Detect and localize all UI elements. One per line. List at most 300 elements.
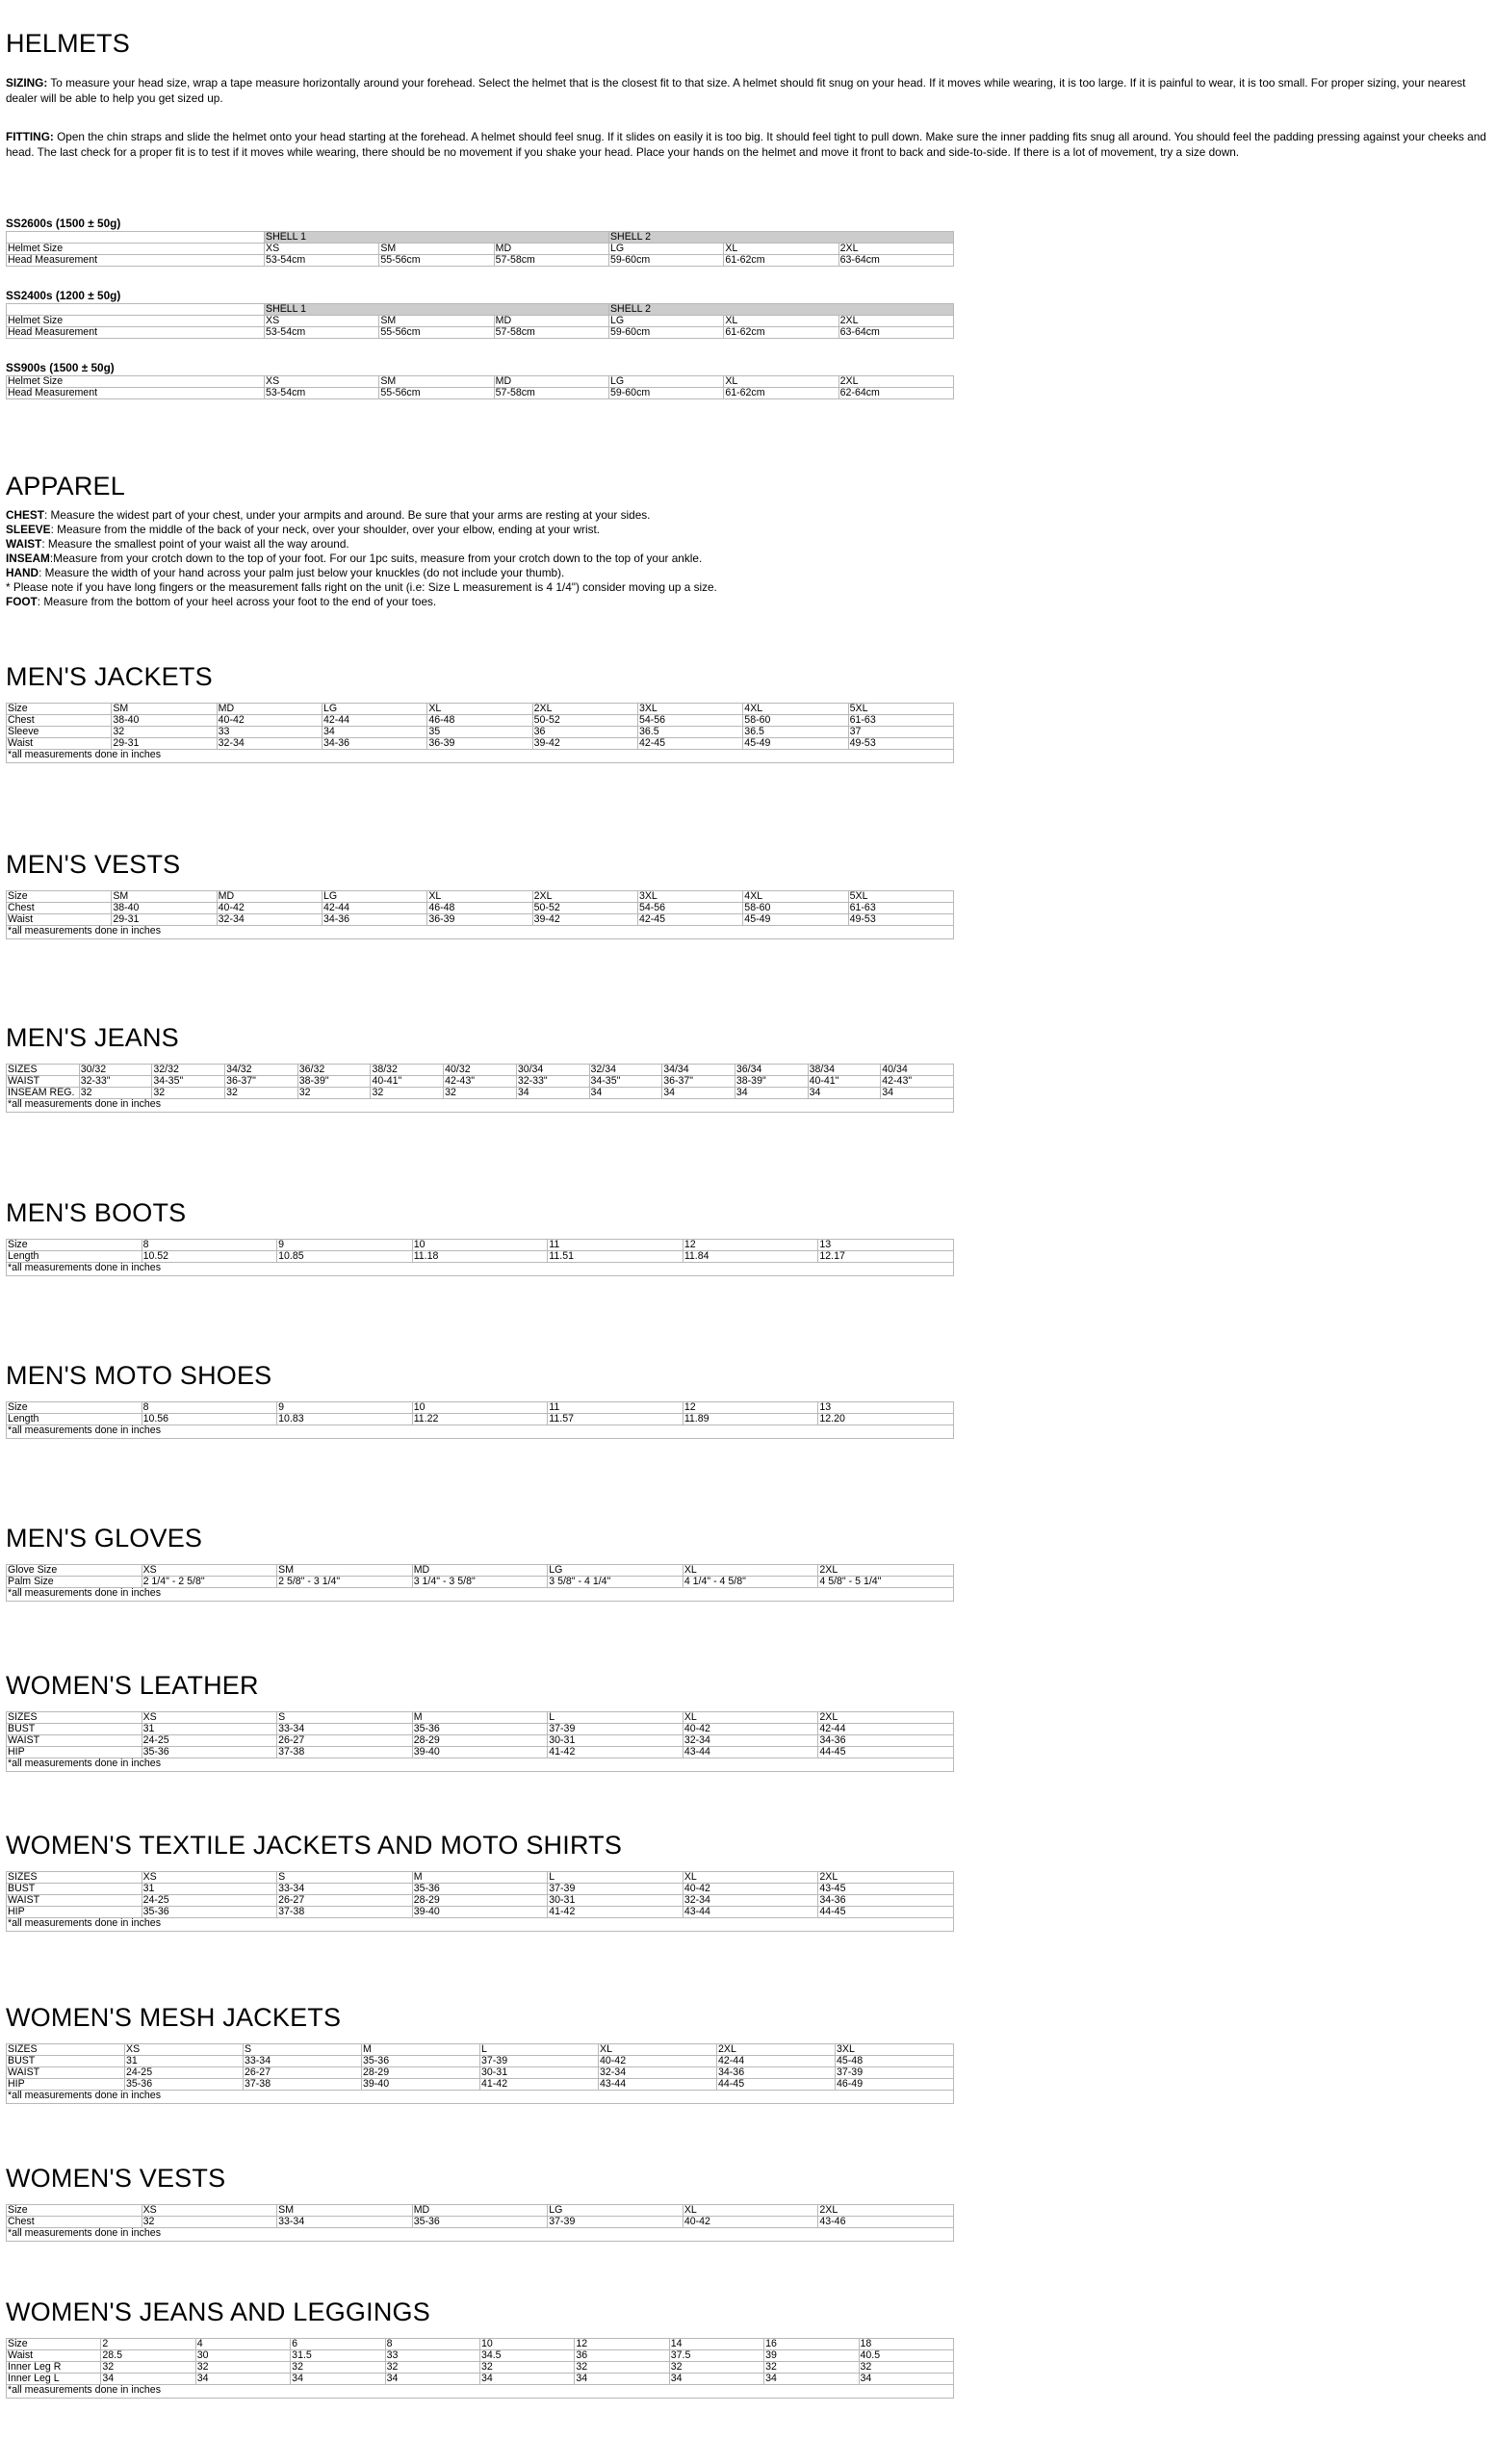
table-cell: XS bbox=[265, 316, 379, 327]
table-cell: 31 bbox=[142, 1884, 277, 1895]
measurement-note: *all measurements done in inches bbox=[7, 2091, 954, 2104]
table-cell: LG bbox=[548, 1565, 684, 1577]
table-cell: 57-58cm bbox=[494, 255, 608, 267]
table-cell: 4 1/4" - 4 5/8" bbox=[683, 1577, 818, 1588]
size-chart-table bbox=[6, 1239, 954, 1276]
table-cell: 11 bbox=[548, 1240, 684, 1251]
section-title: MEN'S MOTO SHOES bbox=[6, 1361, 272, 1390]
table-cell: 40/34 bbox=[881, 1065, 954, 1076]
table-cell: 40-42 bbox=[599, 2056, 717, 2067]
table-cell: MD bbox=[217, 704, 322, 715]
table-cell: SM bbox=[277, 1565, 413, 1577]
table-cell: 43-44 bbox=[683, 1747, 818, 1758]
table-cell: 32-33" bbox=[79, 1076, 152, 1088]
table-cell: 45-48 bbox=[836, 2056, 954, 2067]
table-cell: 61-63 bbox=[848, 903, 953, 914]
table-cell: 2XL bbox=[818, 1565, 954, 1577]
table-cell: 13 bbox=[818, 1402, 954, 1414]
table-row bbox=[7, 376, 954, 388]
table-cell: 11.57 bbox=[548, 1414, 684, 1425]
table-cell: XS bbox=[142, 2205, 277, 2217]
table-cell: 34 bbox=[322, 727, 426, 738]
row-label-cell: SIZES bbox=[7, 2044, 125, 2056]
table-cell: 40-42 bbox=[683, 1724, 818, 1735]
table-row bbox=[7, 2205, 954, 2217]
table-cell: 10.52 bbox=[142, 1251, 277, 1263]
table-cell: 33-34 bbox=[277, 2217, 413, 2228]
table-cell: 12 bbox=[683, 1240, 818, 1251]
table-cell: 40-41" bbox=[371, 1076, 444, 1088]
table-row bbox=[7, 891, 954, 903]
table-cell: MD bbox=[217, 891, 322, 903]
instruction-text: : Measure the width of your hand across your palm just below your knuckles (do not include your thumb). bbox=[39, 566, 565, 579]
instruction-text: :Measure from your crotch down to the top of your foot. For our 1pc suits, measure from your crotch down to the top of your ankle. bbox=[49, 552, 703, 565]
row-label-cell: Waist bbox=[7, 738, 112, 750]
table-cell: 39-40 bbox=[362, 2079, 480, 2091]
table-cell: 34 bbox=[575, 2374, 669, 2385]
table-cell: MD bbox=[494, 244, 608, 255]
women-s-textile-jackets-and-moto-shirts-section bbox=[6, 1831, 954, 1932]
table-cell: 35-36 bbox=[142, 1747, 277, 1758]
table-cell: 35-36 bbox=[142, 1907, 277, 1918]
table-cell: SM bbox=[379, 376, 494, 388]
table-cell: XL bbox=[683, 1712, 818, 1724]
table-cell: 42-45 bbox=[637, 914, 742, 926]
table-row bbox=[7, 255, 954, 267]
table-cell: 38-39" bbox=[735, 1076, 808, 1088]
measurement-note: *all measurements done in inches bbox=[7, 750, 954, 763]
instruction-label: HAND bbox=[6, 566, 39, 579]
table-cell: 10.85 bbox=[277, 1251, 413, 1263]
table-cell: 37.5 bbox=[669, 2350, 763, 2362]
table-cell: 32 bbox=[575, 2362, 669, 2374]
table-cell: 37-39 bbox=[836, 2067, 954, 2079]
table-cell: M bbox=[412, 1712, 548, 1724]
table-cell: 44-45 bbox=[717, 2079, 836, 2091]
row-label-cell: Glove Size bbox=[7, 1565, 142, 1577]
table-cell: 39-40 bbox=[412, 1747, 548, 1758]
table-cell: 11 bbox=[548, 1402, 684, 1414]
row-label-cell: Size bbox=[7, 2339, 101, 2350]
table-row bbox=[7, 1065, 954, 1076]
note-row bbox=[7, 1425, 954, 1439]
table-cell: XS bbox=[142, 1565, 277, 1577]
table-cell: 37-39 bbox=[548, 1724, 684, 1735]
table-cell: 4XL bbox=[743, 891, 848, 903]
table-cell: XS bbox=[142, 1872, 277, 1884]
instruction-text: : Measure from the middle of the back of your neck, over your shoulder, over your elbow, ending at your wrist. bbox=[50, 523, 601, 536]
shell-label: SHELL 2 bbox=[608, 304, 953, 316]
table-cell: 4 5/8" - 5 1/4" bbox=[818, 1577, 954, 1588]
table-cell: XL bbox=[724, 244, 838, 255]
table-cell: 34 bbox=[291, 2374, 385, 2385]
table-cell: 2XL bbox=[532, 704, 637, 715]
table-row bbox=[7, 1724, 954, 1735]
table-cell: 36.5 bbox=[637, 727, 742, 738]
table-row bbox=[7, 1735, 954, 1747]
table-row bbox=[7, 704, 954, 715]
table-cell: 32 bbox=[112, 727, 217, 738]
table-cell: 36 bbox=[532, 727, 637, 738]
table-cell: M bbox=[362, 2044, 480, 2056]
table-cell: 32 bbox=[669, 2362, 763, 2374]
size-chart-table bbox=[6, 2338, 954, 2399]
table-cell: 37-38 bbox=[277, 1747, 413, 1758]
table-cell: 41-42 bbox=[548, 1747, 684, 1758]
table-cell: L bbox=[548, 1872, 684, 1884]
row-label-cell: HIP bbox=[7, 1907, 142, 1918]
table-cell: 2XL bbox=[838, 376, 953, 388]
size-chart-table bbox=[6, 2043, 954, 2104]
table-cell: 42-43" bbox=[444, 1076, 517, 1088]
size-chart-table bbox=[6, 1564, 954, 1602]
table-cell: 32 bbox=[764, 2362, 859, 2374]
table-cell: 18 bbox=[859, 2339, 953, 2350]
table-cell: S bbox=[244, 2044, 362, 2056]
table-cell: 28.5 bbox=[101, 2350, 195, 2362]
row-label-cell: Size bbox=[7, 2205, 142, 2217]
table-cell: 53-54cm bbox=[265, 327, 379, 339]
table-cell: L bbox=[480, 2044, 599, 2056]
helmets-section bbox=[6, 29, 130, 58]
note-row bbox=[7, 2091, 954, 2104]
table-cell: 46-49 bbox=[836, 2079, 954, 2091]
table-cell: 46-48 bbox=[427, 715, 532, 727]
table-cell: 34 bbox=[101, 2374, 195, 2385]
table-cell: SM bbox=[112, 891, 217, 903]
table-cell: M bbox=[412, 1872, 548, 1884]
table-cell: 2XL bbox=[818, 1872, 954, 1884]
size-chart-table bbox=[6, 1401, 954, 1439]
row-label-cell: Chest bbox=[7, 715, 112, 727]
table-cell: 45-49 bbox=[743, 914, 848, 926]
table-cell: 34 bbox=[808, 1088, 881, 1099]
table-cell: 40/32 bbox=[444, 1065, 517, 1076]
table-cell: XS bbox=[265, 244, 379, 255]
row-label-cell: INSEAM REG. bbox=[7, 1088, 80, 1099]
table-cell: 33-34 bbox=[277, 1884, 413, 1895]
table-cell: 39 bbox=[764, 2350, 859, 2362]
table-cell: 32-34 bbox=[217, 914, 322, 926]
table-cell: 34 bbox=[662, 1088, 735, 1099]
table-row bbox=[7, 244, 954, 255]
instruction-text: * Please note if you have long fingers or the measurement falls right on the unit (i.e: Size L measurement is 4 1/4") consider moving up a size. bbox=[6, 580, 717, 594]
table-cell: LG bbox=[608, 376, 723, 388]
table-cell: 42-43" bbox=[881, 1076, 954, 1088]
table-cell: 32 bbox=[79, 1088, 152, 1099]
table-cell: 34/34 bbox=[662, 1065, 735, 1076]
row-label-cell: HIP bbox=[7, 2079, 125, 2091]
table-cell: 36-37" bbox=[662, 1076, 735, 1088]
table-cell: 2 5/8" - 3 1/4" bbox=[277, 1577, 413, 1588]
instruction-label: SLEEVE bbox=[6, 523, 51, 536]
table-cell: 63-64cm bbox=[838, 327, 953, 339]
men-s-boots-section bbox=[6, 1198, 954, 1276]
row-label-cell: BUST bbox=[7, 1724, 142, 1735]
instruction-text: : Measure the smallest point of your waist all the way around. bbox=[41, 537, 349, 551]
note-row bbox=[7, 1099, 954, 1113]
table-cell: 32-33" bbox=[516, 1076, 589, 1088]
section-title: WOMEN'S JEANS AND LEGGINGS bbox=[6, 2297, 430, 2326]
table-cell: 32 bbox=[195, 2362, 290, 2374]
table-cell: 8 bbox=[142, 1240, 277, 1251]
table-cell: 57-58cm bbox=[494, 388, 608, 399]
table-row bbox=[7, 316, 954, 327]
table-cell: 30 bbox=[195, 2350, 290, 2362]
table-row bbox=[7, 727, 954, 738]
table-cell: 49-53 bbox=[848, 914, 953, 926]
size-chart-table bbox=[6, 890, 954, 939]
apparel-instruction-line bbox=[6, 595, 717, 609]
note-row bbox=[7, 926, 954, 939]
table-cell: 35 bbox=[427, 727, 532, 738]
men-s-gloves-section bbox=[6, 1524, 954, 1602]
table-cell: 57-58cm bbox=[494, 327, 608, 339]
table-cell: 30-31 bbox=[480, 2067, 599, 2079]
apparel-section bbox=[6, 472, 717, 609]
table-cell: 29-31 bbox=[112, 738, 217, 750]
row-label-cell: Size bbox=[7, 1402, 142, 1414]
table-cell: MD bbox=[412, 1565, 548, 1577]
table-cell: 10 bbox=[412, 1402, 548, 1414]
table-cell: 12.20 bbox=[818, 1414, 954, 1425]
row-label-cell: Inner Leg R bbox=[7, 2362, 101, 2374]
table-row bbox=[7, 1577, 954, 1588]
table-cell: 34 bbox=[195, 2374, 290, 2385]
table-row bbox=[7, 1402, 954, 1414]
table-cell: 33-34 bbox=[277, 1724, 413, 1735]
table-cell: SM bbox=[277, 2205, 413, 2217]
table-cell: 59-60cm bbox=[608, 388, 723, 399]
apparel-instruction-line bbox=[6, 537, 717, 552]
section-title: MEN'S BOOTS bbox=[6, 1198, 187, 1227]
table-cell: 35-36 bbox=[412, 2217, 548, 2228]
table-cell: 9 bbox=[277, 1240, 413, 1251]
table-cell: 41-42 bbox=[480, 2079, 599, 2091]
table-cell: 34/32 bbox=[225, 1065, 298, 1076]
table-cell: 59-60cm bbox=[608, 327, 723, 339]
row-label-cell: WAIST bbox=[7, 1895, 142, 1907]
table-cell: 45-49 bbox=[743, 738, 848, 750]
row-label-cell: Head Measurement bbox=[7, 388, 265, 399]
table-cell: 35-36 bbox=[362, 2056, 480, 2067]
table-cell: 40.5 bbox=[859, 2350, 953, 2362]
table-row bbox=[7, 903, 954, 914]
men-s-vests-section bbox=[6, 850, 954, 939]
table-row bbox=[7, 914, 954, 926]
table-cell: 10 bbox=[479, 2339, 574, 2350]
table-cell: SM bbox=[379, 244, 494, 255]
table-row bbox=[7, 1565, 954, 1577]
table-cell: 32 bbox=[444, 1088, 517, 1099]
table-cell: 14 bbox=[669, 2339, 763, 2350]
row-label-cell: Chest bbox=[7, 903, 112, 914]
table-cell: 39-42 bbox=[532, 914, 637, 926]
women-s-vests-section bbox=[6, 2164, 954, 2242]
section-title: MEN'S GLOVES bbox=[6, 1524, 203, 1553]
table-cell: 28-29 bbox=[362, 2067, 480, 2079]
table-cell: 3XL bbox=[637, 704, 742, 715]
table-cell: 3XL bbox=[637, 891, 742, 903]
table-cell: 34 bbox=[669, 2374, 763, 2385]
table-cell: XS bbox=[265, 376, 379, 388]
table-row bbox=[7, 715, 954, 727]
table-cell: 33-34 bbox=[244, 2056, 362, 2067]
table-cell: 30/34 bbox=[516, 1065, 589, 1076]
helmet-size-table bbox=[6, 231, 954, 267]
table-cell: 61-62cm bbox=[724, 388, 838, 399]
table-cell: 44-45 bbox=[818, 1907, 954, 1918]
table-cell: 32 bbox=[859, 2362, 953, 2374]
row-label-cell: SIZES bbox=[7, 1872, 142, 1884]
note-row bbox=[7, 2228, 954, 2242]
table-cell: LG bbox=[322, 891, 426, 903]
instruction-label: INSEAM bbox=[6, 552, 50, 565]
note-row bbox=[7, 1588, 954, 1602]
shell-row bbox=[7, 304, 954, 316]
shell-label: SHELL 1 bbox=[265, 304, 609, 316]
size-chart-table bbox=[6, 1064, 954, 1113]
table-cell: 36-39 bbox=[427, 914, 532, 926]
table-row bbox=[7, 1872, 954, 1884]
row-label-cell: Length bbox=[7, 1414, 142, 1425]
table-cell: 50-52 bbox=[532, 715, 637, 727]
table-cell: S bbox=[277, 1712, 413, 1724]
table-cell: 10 bbox=[412, 1240, 548, 1251]
row-label-cell: SIZES bbox=[7, 1065, 80, 1076]
table-cell: 58-60 bbox=[743, 715, 848, 727]
women-s-jeans-and-leggings-section bbox=[6, 2297, 954, 2399]
shell-row bbox=[7, 232, 954, 244]
note-row bbox=[7, 1758, 954, 1772]
table-cell: 49-53 bbox=[848, 738, 953, 750]
table-cell: 24-25 bbox=[142, 1895, 277, 1907]
row-label-cell: Inner Leg L bbox=[7, 2374, 101, 2385]
apparel-instruction-line bbox=[6, 552, 717, 566]
note-row bbox=[7, 2385, 954, 2399]
section-title: WOMEN'S LEATHER bbox=[6, 1671, 259, 1700]
table-cell: SM bbox=[112, 704, 217, 715]
table-cell: 32 bbox=[142, 2217, 277, 2228]
table-cell: 36.5 bbox=[743, 727, 848, 738]
women-s-leather-section bbox=[6, 1671, 954, 1772]
helmet-table-title: SS2400s (1200 ± 50g) bbox=[6, 289, 121, 302]
table-row bbox=[7, 1895, 954, 1907]
row-label-cell: BUST bbox=[7, 1884, 142, 1895]
table-cell: 40-41" bbox=[808, 1076, 881, 1088]
table-cell: 40-42 bbox=[217, 903, 322, 914]
table-cell: 11.89 bbox=[683, 1414, 818, 1425]
table-cell: 53-54cm bbox=[265, 388, 379, 399]
row-label-cell: Size bbox=[7, 704, 112, 715]
table-cell: 32 bbox=[297, 1088, 371, 1099]
row-label-cell: Palm Size bbox=[7, 1577, 142, 1588]
table-cell: 50-52 bbox=[532, 903, 637, 914]
table-row bbox=[7, 1907, 954, 1918]
table-cell: 58-60 bbox=[743, 903, 848, 914]
table-cell: 3 1/4" - 3 5/8" bbox=[412, 1577, 548, 1588]
table-cell: 61-62cm bbox=[724, 255, 838, 267]
table-cell: 32/34 bbox=[589, 1065, 662, 1076]
note-row bbox=[7, 750, 954, 763]
table-cell: 32-34 bbox=[683, 1735, 818, 1747]
table-cell: LG bbox=[608, 244, 723, 255]
table-cell: 36 bbox=[575, 2350, 669, 2362]
table-cell: 16 bbox=[764, 2339, 859, 2350]
row-label-cell: Chest bbox=[7, 2217, 142, 2228]
table-cell: 43-45 bbox=[818, 1884, 954, 1895]
table-cell: 38/32 bbox=[371, 1065, 444, 1076]
table-cell: LG bbox=[608, 316, 723, 327]
table-cell: 30/32 bbox=[79, 1065, 152, 1076]
table-cell: 40-42 bbox=[217, 715, 322, 727]
helmets-title: HELMETS bbox=[6, 29, 130, 58]
table-cell: 43-44 bbox=[599, 2079, 717, 2091]
table-cell: 2XL bbox=[717, 2044, 836, 2056]
measurement-note: *all measurements done in inches bbox=[7, 926, 954, 939]
table-cell: 13 bbox=[818, 1240, 954, 1251]
table-row bbox=[7, 1088, 954, 1099]
table-row bbox=[7, 1414, 954, 1425]
table-cell: 31.5 bbox=[291, 2350, 385, 2362]
table-cell: 24-25 bbox=[125, 2067, 244, 2079]
table-cell: 2 1/4" - 2 5/8" bbox=[142, 1577, 277, 1588]
row-label-cell: Waist bbox=[7, 914, 112, 926]
apparel-instruction-line bbox=[6, 566, 717, 580]
table-cell: SM bbox=[379, 316, 494, 327]
table-cell: 46-48 bbox=[427, 903, 532, 914]
table-cell: 4XL bbox=[743, 704, 848, 715]
table-cell: 11.18 bbox=[412, 1251, 548, 1263]
table-cell: 61-63 bbox=[848, 715, 953, 727]
table-cell: XL bbox=[599, 2044, 717, 2056]
note-row bbox=[7, 1263, 954, 1276]
table-cell: 37-38 bbox=[244, 2079, 362, 2091]
instruction-label: CHEST bbox=[6, 508, 44, 522]
table-cell: 12 bbox=[683, 1402, 818, 1414]
row-label-cell: SIZES bbox=[7, 1712, 142, 1724]
section-title: WOMEN'S VESTS bbox=[6, 2164, 226, 2193]
men-s-jackets-section bbox=[6, 662, 954, 763]
instruction-text: : Measure the widest part of your chest, under your armpits and around. Be sure that your arms are resting at your sides. bbox=[43, 508, 651, 522]
table-cell: 33 bbox=[217, 727, 322, 738]
shell-label: SHELL 1 bbox=[265, 232, 609, 244]
table-cell: XL bbox=[724, 316, 838, 327]
sizing-label: SIZING: bbox=[6, 76, 48, 90]
table-cell: 32 bbox=[385, 2362, 479, 2374]
table-cell: 39-40 bbox=[412, 1907, 548, 1918]
table-cell: 59-60cm bbox=[608, 255, 723, 267]
table-cell: 34 bbox=[859, 2374, 953, 2385]
table-cell: MD bbox=[494, 376, 608, 388]
table-cell: 3XL bbox=[836, 2044, 954, 2056]
table-cell: 32/32 bbox=[152, 1065, 225, 1076]
table-cell: XL bbox=[427, 891, 532, 903]
table-cell: 37-39 bbox=[548, 1884, 684, 1895]
table-cell: 35-36 bbox=[412, 1884, 548, 1895]
table-cell: 61-62cm bbox=[724, 327, 838, 339]
table-cell: 29-31 bbox=[112, 914, 217, 926]
table-cell: 32 bbox=[371, 1088, 444, 1099]
table-cell: 36-37" bbox=[225, 1076, 298, 1088]
row-label-cell: Head Measurement bbox=[7, 327, 265, 339]
table-cell: 34-36 bbox=[322, 738, 426, 750]
table-cell: XS bbox=[142, 1712, 277, 1724]
apparel-title: APPAREL bbox=[6, 472, 125, 500]
size-chart-table bbox=[6, 2204, 954, 2242]
table-row bbox=[7, 2044, 954, 2056]
table-cell: 34 bbox=[385, 2374, 479, 2385]
